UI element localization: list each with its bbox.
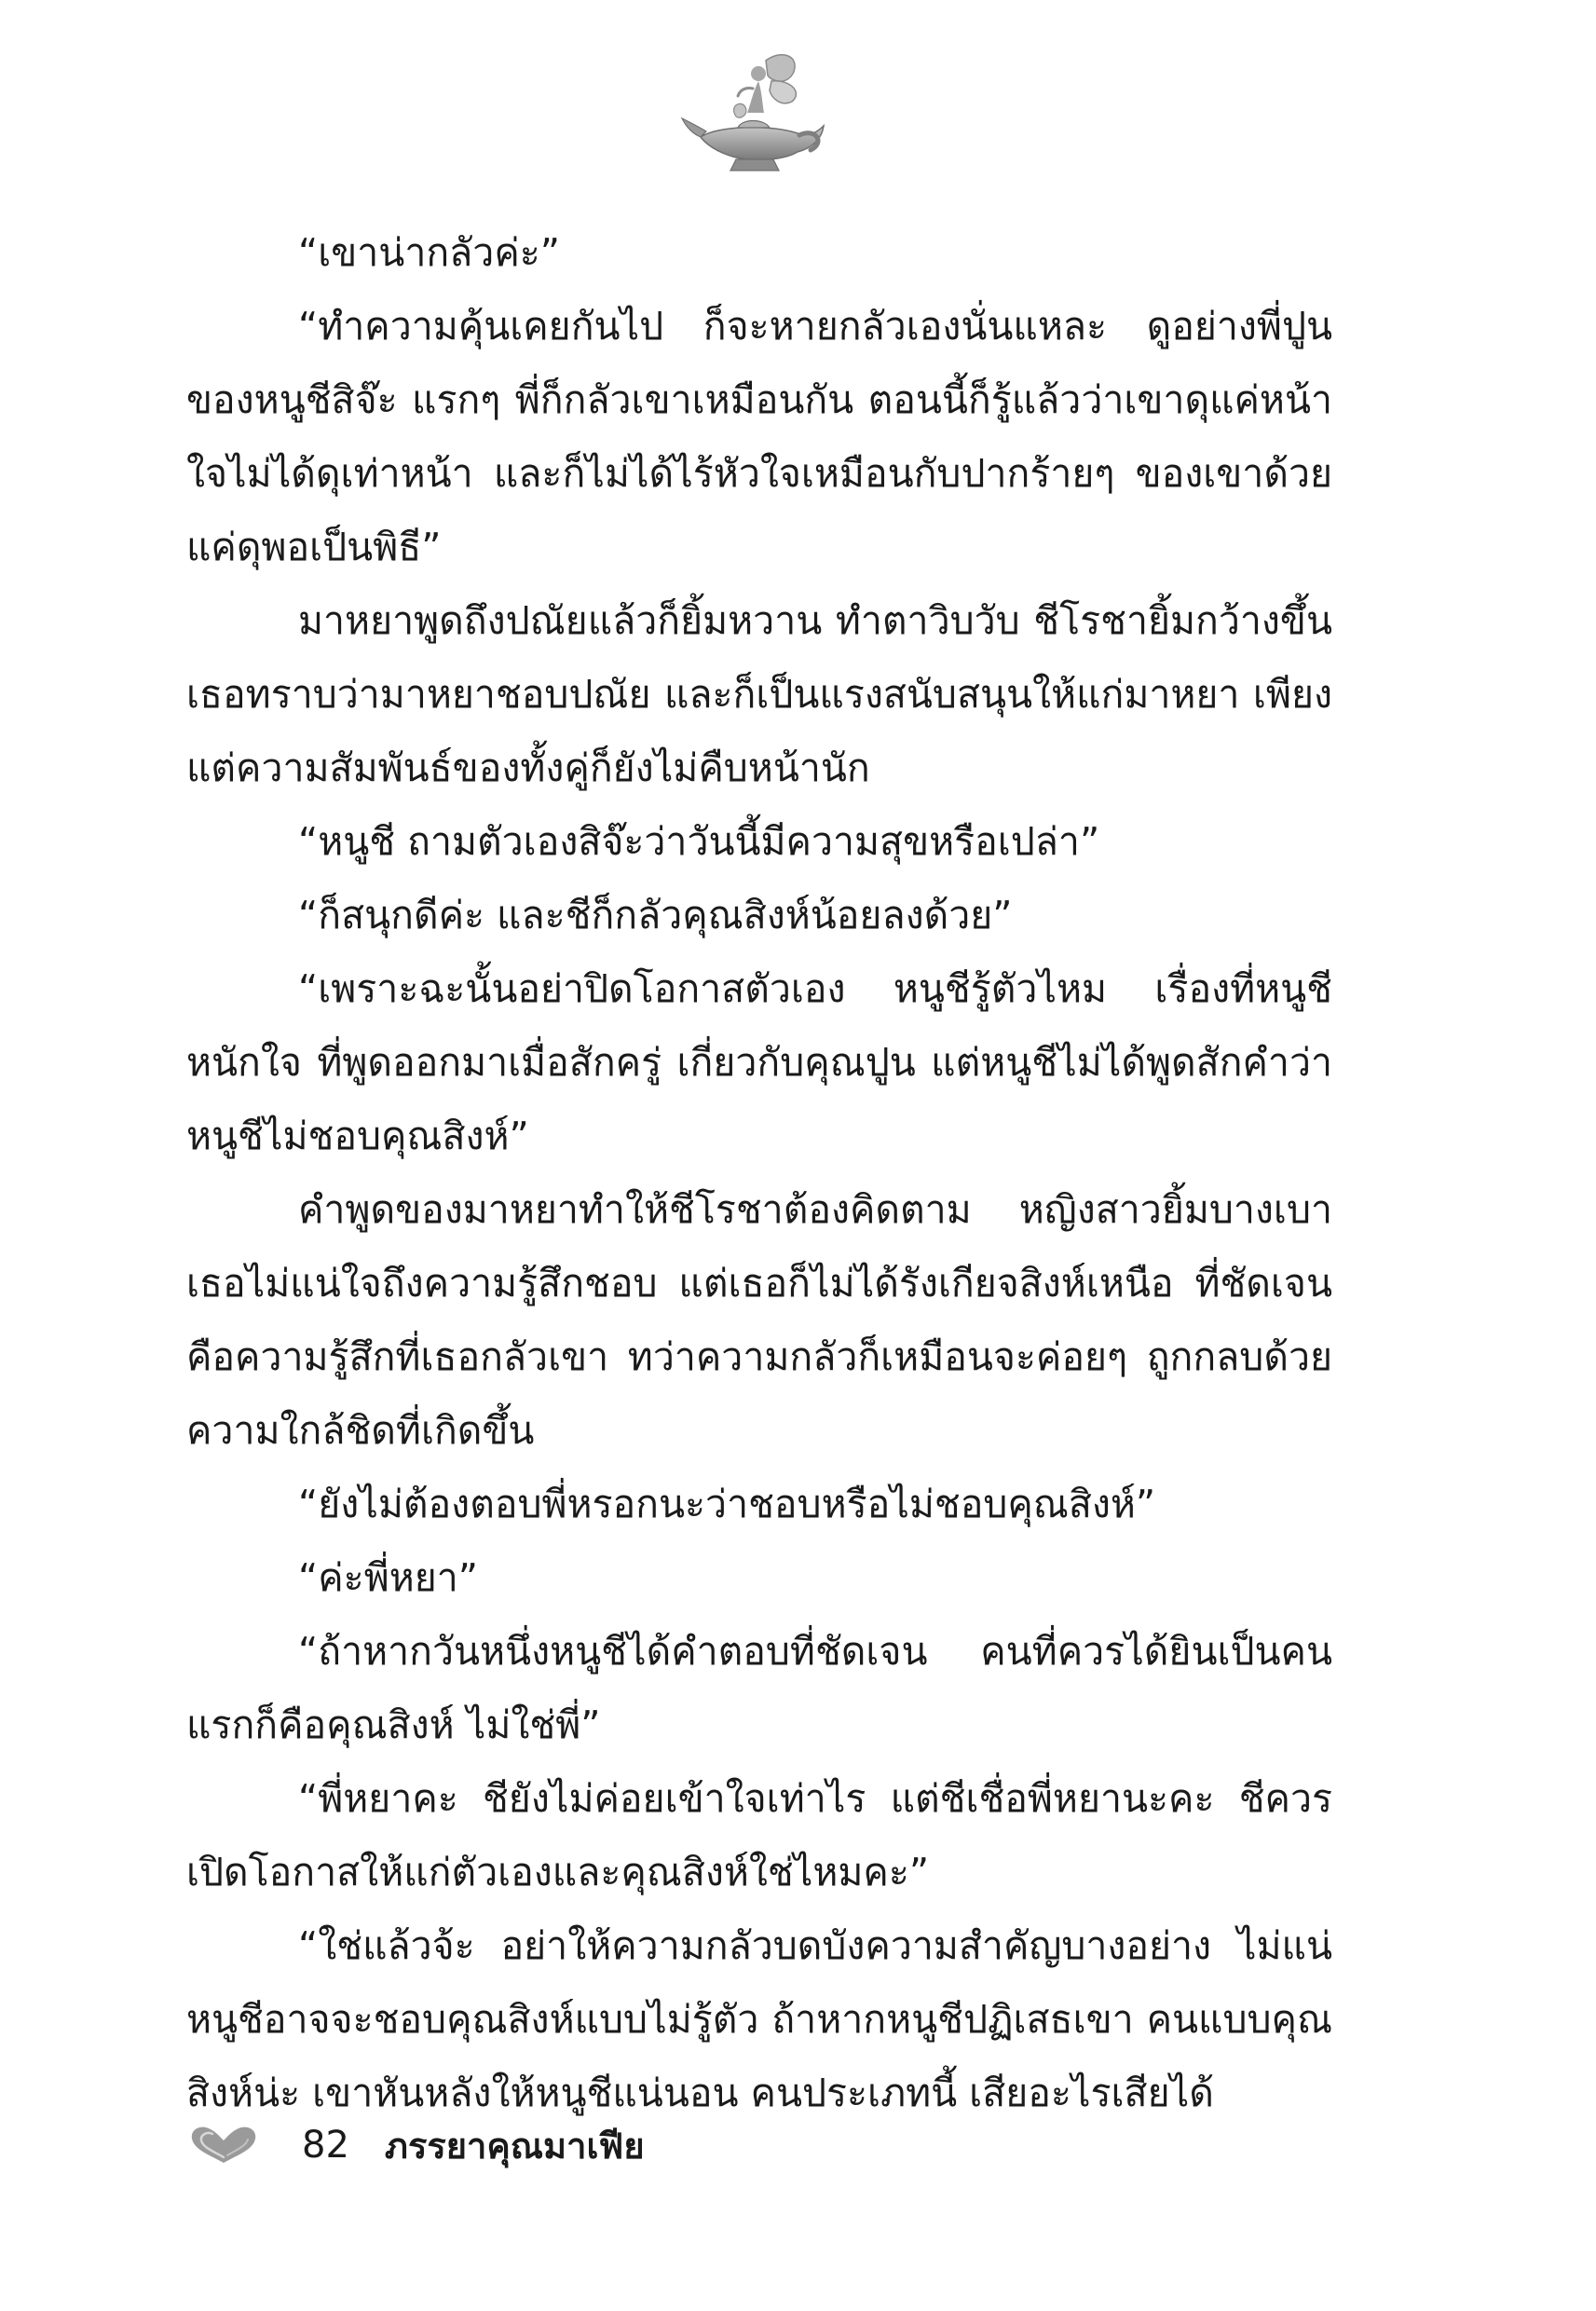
book-title: ภรรยาคุณมาเฟีย <box>384 2125 645 2167</box>
heart-ornament-icon <box>186 2124 261 2167</box>
story-text <box>186 216 1332 2130</box>
lamp-fairy-emblem-icon <box>680 51 829 177</box>
paragraph: “เพราะฉะนั้นอย่าปิดโอกาสตัวเอง หนูชีรู้ตัวไหม เรื่องที่หนูชีหนักใจ ที่พูดออกมาเมื่อสักครู่ เกี่ยวกับคุณปูน แต่หนูชีไม่ได้พูดสักคำว่าหนูชีไม่ชอบคุณสิงห์” <box>186 966 1332 1158</box>
paragraph: “เขาน่ากลัวค่ะ” <box>298 230 561 275</box>
paragraph: คำพูดของมาหยาทำให้ชีโรชาต้องคิดตาม หญิงสาวยิ้มบางเบา เธอไม่แน่ใจถึงความรู้สึกชอบ แต่เธอก็ไม่ได้รังเกียจสิงห์เหนือ ที่ชัดเจนคือความรู้สึกที่เธอกลัวเขา ทว่าความกลัวก็เหมือนจะค่อยๆ ถูกกลบด้วยความใกล้ชิดที่เกิดขึ้น <box>186 1187 1332 1453</box>
page-footer <box>186 2117 645 2173</box>
paragraph: “ใช่แล้วจ้ะ อย่าให้ความกลัวบดบังความสำคัญบางอย่าง ไม่แน่หนูชีอาจจะชอบคุณสิงห์แบบไม่รู้ตัว ถ้าหากหนูชีปฏิเสธเขา คนแบบคุณสิงห์น่ะ เขาหันหลังให้หนูชีแน่นอน คนประเภทนี้ เสียอะไรเสียได้ <box>186 1923 1332 2115</box>
paragraph: “พี่หยาคะ ชียังไม่ค่อยเข้าใจเท่าไร แต่ชีเชื่อพี่หยานะคะ ชีควรเปิดโอกาสให้แก่ตัวเองและคุณสิงห์ใช่ไหมคะ” <box>186 1776 1332 1894</box>
paragraph: “ก็สนุกดีค่ะ และชีก็กลัวคุณสิงห์น้อยลงด้วย” <box>298 893 1013 937</box>
paragraph: มาหยาพูดถึงปณัยแล้วก็ยิ้มหวาน ทำตาวิบวับ ชีโรชายิ้มกว้างขึ้น เธอทราบว่ามาหยาชอบปณัย และก็เป็นแรงสนับสนุนให้แก่มาหยา เพียงแต่ความสัมพันธ์ของทั้งคู่ก็ยังไม่คืบหน้านัก <box>186 598 1332 790</box>
paragraph: “ยังไม่ต้องตอบพี่หรอกนะว่าชอบหรือไม่ชอบคุณสิงห์” <box>298 1482 1156 1526</box>
paragraph: “หนูชี ถามตัวเองสิจ๊ะว่าวันนี้มีความสุขหรือเปล่า” <box>298 819 1100 864</box>
paragraph: “ทำความคุ้นเคยกันไป ก็จะหายกลัวเองนั่นแหละ ดูอย่างพี่ปูนของหนูชีสิจ๊ะ แรกๆ พี่ก็กลัวเขาเหมือนกัน ตอนนี้ก็รู้แล้วว่าเขาดุแค่หน้าใจไม่ได้ดุเท่าหน้า และก็ไม่ได้ไร้หัวใจเหมือนกับปากร้ายๆ ของเขาด้วย แค่ดุพอเป็นพิธี” <box>186 304 1332 569</box>
page-number: 82 <box>302 2124 349 2167</box>
paragraph: “ถ้าหากวันหนึ่งหนูชีได้คำตอบที่ชัดเจน คนที่ควรได้ยินเป็นคนแรกก็คือคุณสิงห์ ไม่ใช่พี่” <box>186 1629 1332 1747</box>
paragraph: “ค่ะพี่หยา” <box>298 1555 479 1600</box>
